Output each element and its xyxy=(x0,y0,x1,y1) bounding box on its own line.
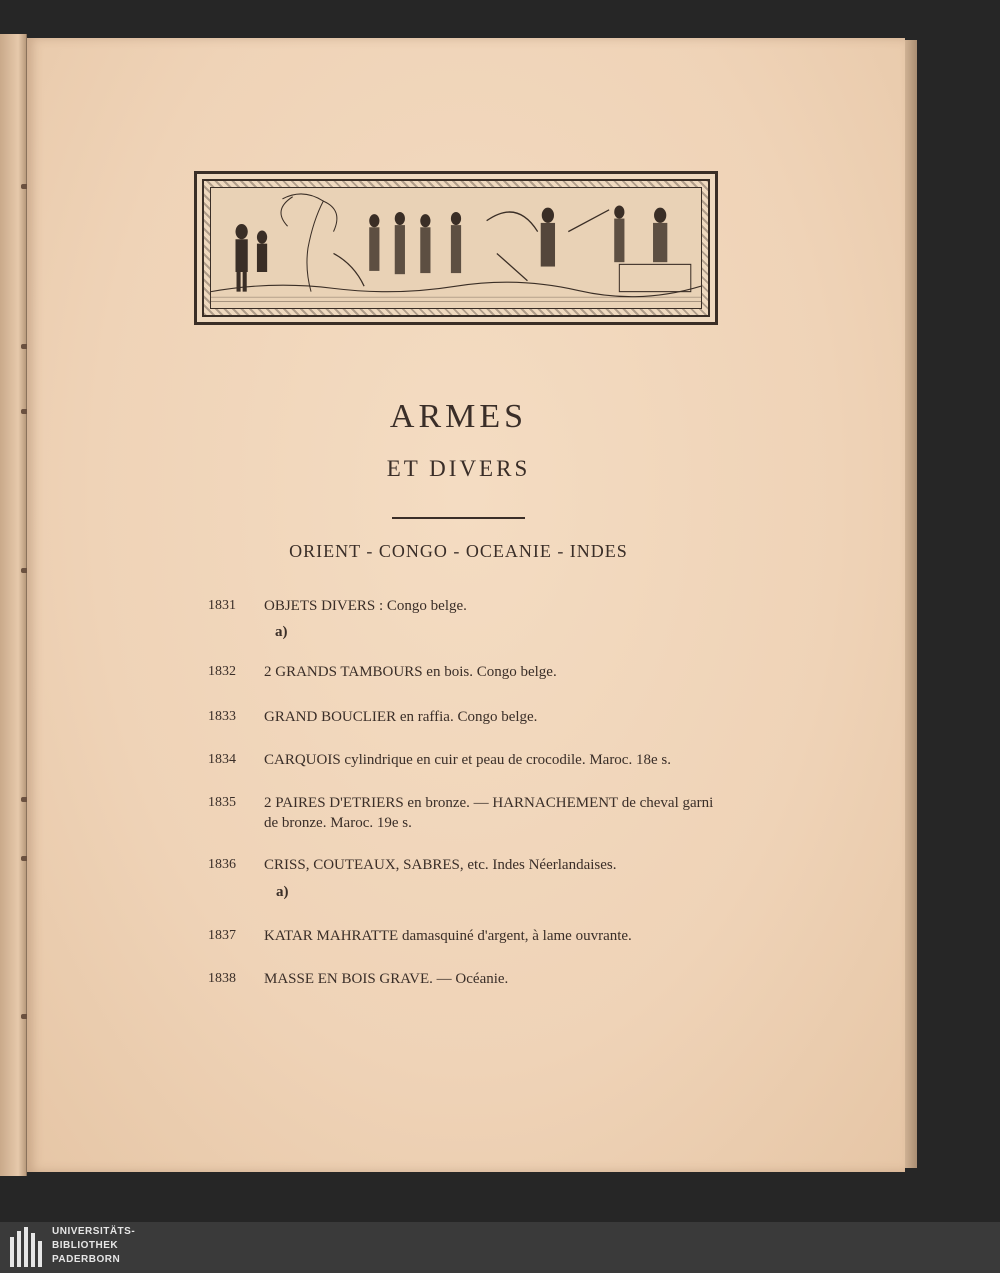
catalog-entry xyxy=(208,662,748,682)
university-library-logo xyxy=(10,1227,46,1267)
lot-description: CRISS, COUTEAUX, SABRES, etc. Indes Néerlandaises. xyxy=(264,857,617,873)
lot-description: CARQUOIS cylindrique en cuir et peau de crocodile. Maroc. 18e s. xyxy=(264,752,671,768)
logo-line-3: PADERBORN xyxy=(52,1254,121,1265)
catalog-entry xyxy=(208,969,748,989)
lot-description: 2 GRANDS TAMBOURS en bois. Congo belge. xyxy=(264,664,557,680)
lot-number: 1832 xyxy=(208,664,236,679)
lot-subitem: a) xyxy=(275,624,288,640)
catalog-entry xyxy=(208,596,748,616)
section-heading: ORIENT - CONGO - OCEANIE - INDES xyxy=(289,541,628,561)
lot-description: 2 PAIRES D'ETRIERS en bronze. — HARNACHEMENT de cheval garni de bronze. Maroc. 19e s. xyxy=(264,795,714,831)
page-subtitle: ET DIVERS xyxy=(386,456,531,481)
title-divider xyxy=(392,517,525,519)
catalog-entry xyxy=(208,855,748,875)
lot-number: 1836 xyxy=(208,857,236,872)
logo-line-2: BIBLIOTHEK xyxy=(52,1240,119,1251)
logo-line-1: UNIVERSITÄTS- xyxy=(52,1226,136,1237)
lot-description: GRAND BOUCLIER en raffia. Congo belge. xyxy=(264,709,538,725)
lot-description: KATAR MAHRATTE damasquiné d'argent, à lame ouvrante. xyxy=(264,928,632,944)
library-footer-bar xyxy=(0,1222,1000,1273)
library-logo-text xyxy=(52,1225,135,1267)
lot-number: 1834 xyxy=(208,752,236,767)
catalog-entry xyxy=(208,793,728,833)
left-page-edge xyxy=(0,34,27,1176)
lot-number: 1838 xyxy=(208,971,236,986)
lot-description: MASSE EN BOIS GRAVE. — Océanie. xyxy=(264,971,509,987)
engraved-vignette-illustration xyxy=(194,171,718,325)
lot-number: 1833 xyxy=(208,709,236,724)
lot-description: OBJETS DIVERS : Congo belge. xyxy=(264,598,467,614)
page-title: ARMES xyxy=(389,398,528,435)
catalog-entry xyxy=(208,707,748,727)
catalog-entry xyxy=(208,926,748,946)
lot-number: 1837 xyxy=(208,928,236,943)
right-page-edge xyxy=(905,40,917,1168)
vignette-ornamental-border xyxy=(202,179,710,317)
battle-scene-icon xyxy=(211,188,701,308)
lot-number: 1835 xyxy=(208,795,236,810)
lot-number: 1831 xyxy=(208,598,236,613)
lot-subitem: a) xyxy=(276,884,289,900)
catalog-entry xyxy=(208,750,748,770)
vignette-scene xyxy=(210,187,702,309)
